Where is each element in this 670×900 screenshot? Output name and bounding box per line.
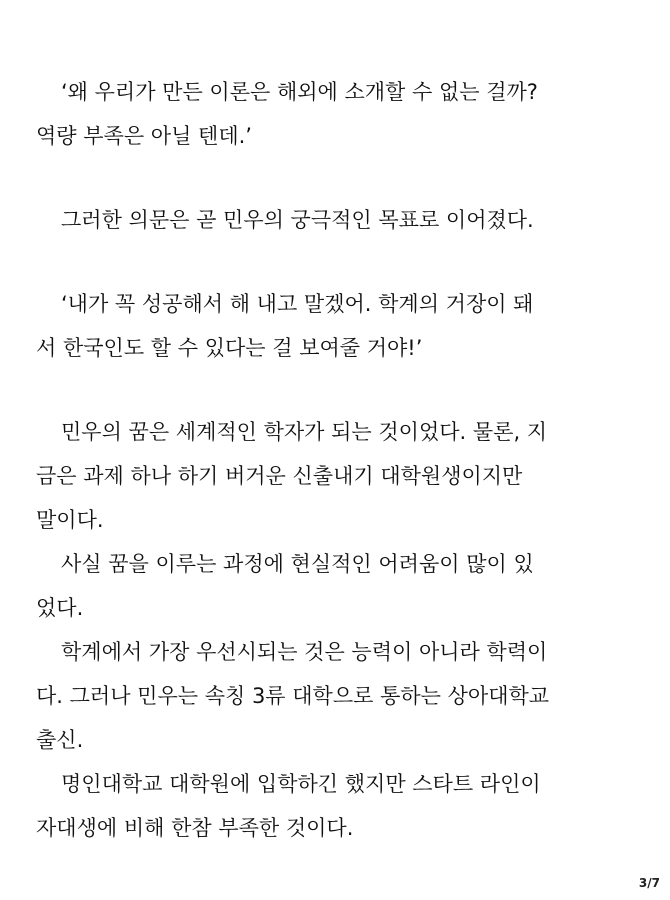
text-line: 역량 부족은 아닐 텐데.’	[36, 124, 252, 148]
text-line: 말이다.	[36, 508, 104, 532]
text-line: 서 한국인도 할 수 있다는 걸 보여줄 거야!’	[36, 336, 423, 360]
paragraph	[36, 282, 642, 370]
text-line: 었다.	[36, 596, 84, 620]
book-page	[36, 70, 642, 850]
text-line: 그러한 의문은 곧 민우의 궁극적인 목표로 이어졌다.	[61, 208, 534, 232]
paragraph	[36, 630, 642, 762]
paragraph	[36, 542, 642, 630]
paragraph	[36, 198, 642, 242]
text-line: 민우의 꿈은 세계적인 학자가 되는 것이었다. 물론, 지	[61, 420, 548, 444]
text-line: 자대생에 비해 한참 부족한 것이다.	[36, 816, 354, 840]
paragraph	[36, 762, 642, 850]
text-line: 다. 그러나 민우는 속칭 3류 대학으로 통하는 상아대학교	[36, 684, 550, 708]
paragraph	[36, 410, 642, 542]
page-number: 3/7	[638, 876, 660, 890]
text-line: ‘왜 우리가 만든 이론은 해외에 소개할 수 없는 걸까?	[61, 80, 538, 104]
text-line: ‘내가 꼭 성공해서 해 내고 말겠어. 학계의 거장이 돼	[61, 292, 534, 316]
text-line: 사실 꿈을 이루는 과정에 현실적인 어려움이 많이 있	[61, 552, 534, 576]
paragraph	[36, 70, 642, 158]
text-line: 출신.	[36, 728, 84, 752]
text-line: 명인대학교 대학원에 입학하긴 했지만 스타트 라인이	[61, 772, 541, 796]
text-line: 학계에서 가장 우선시되는 것은 능력이 아니라 학력이	[61, 640, 548, 664]
text-line: 금은 과제 하나 하기 버거운 신출내기 대학원생이지만	[36, 464, 523, 488]
